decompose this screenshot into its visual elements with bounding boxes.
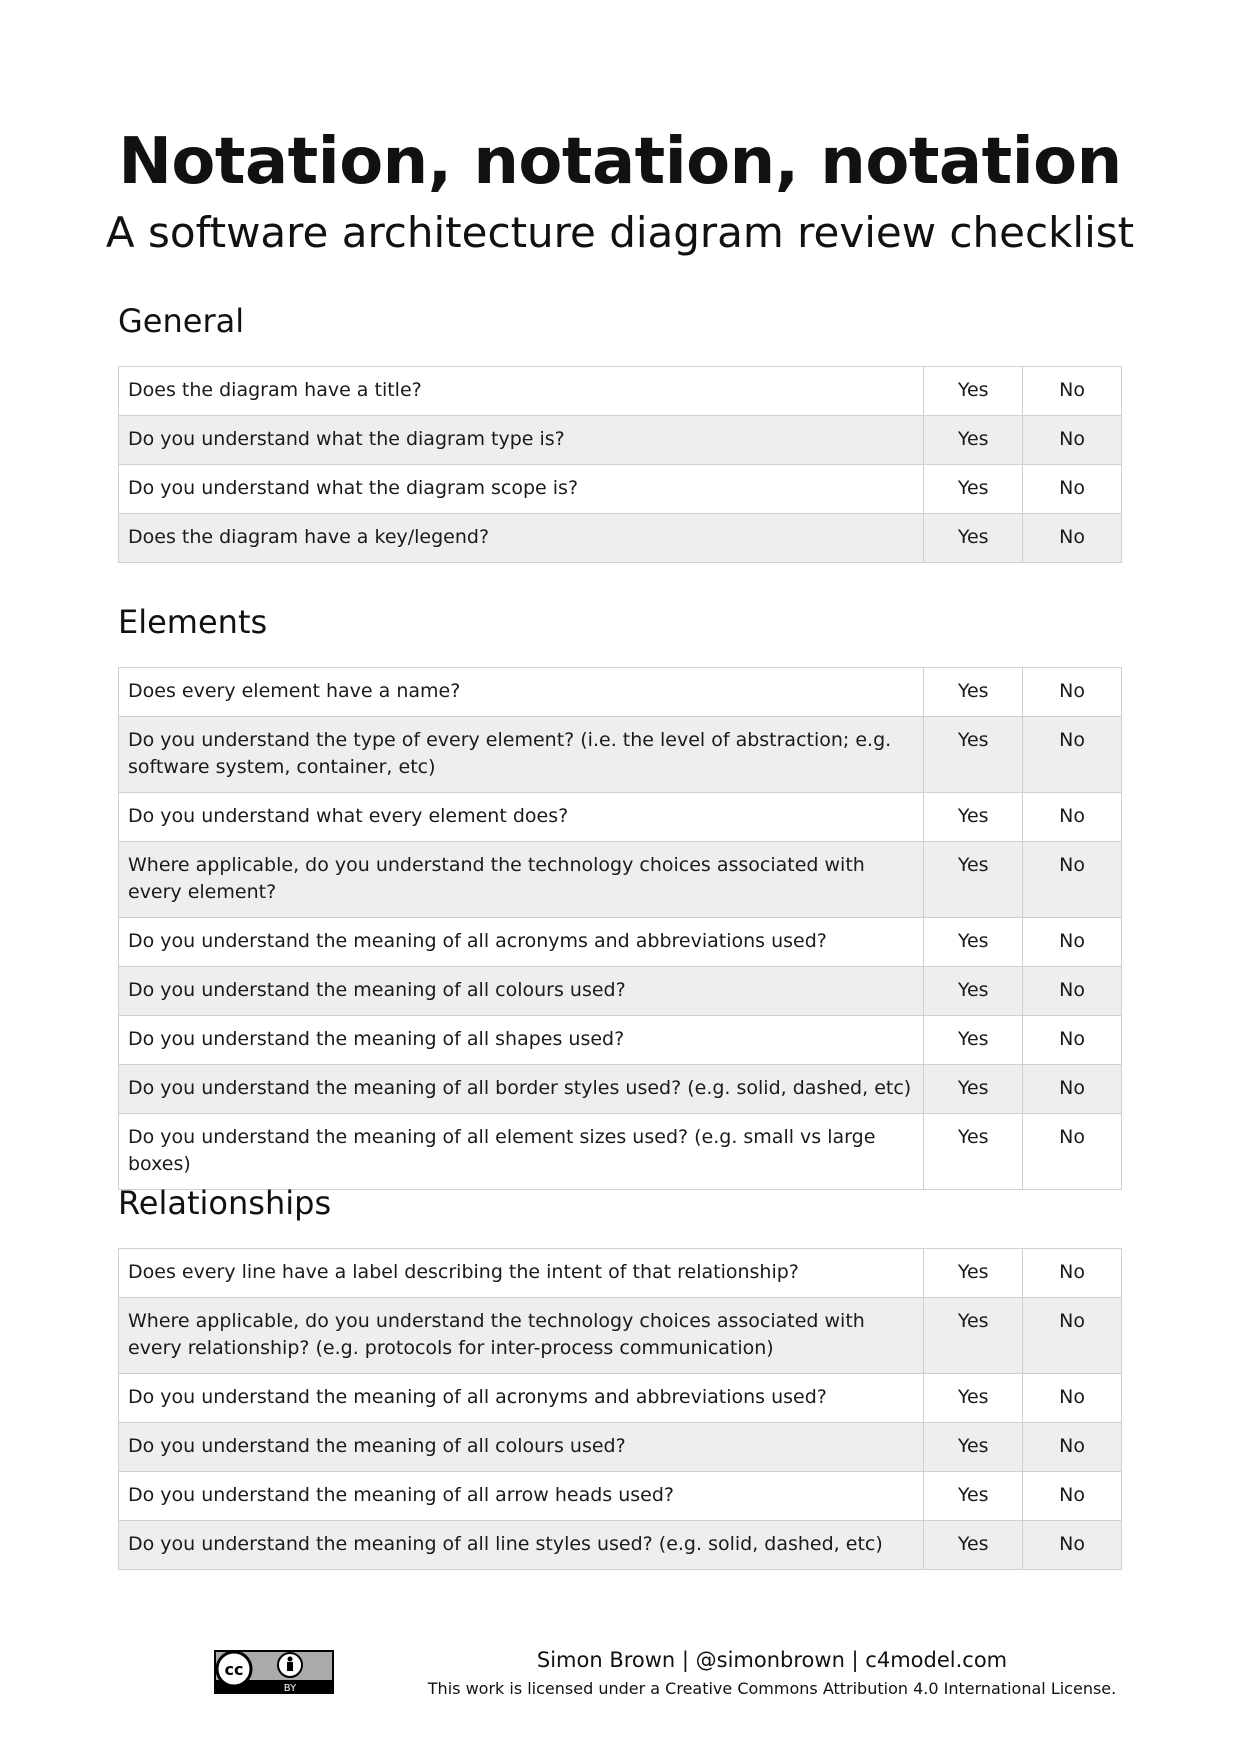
section-heading-elements: Elements [118, 603, 268, 641]
answer-yes: Yes [924, 967, 1023, 1016]
answer-yes: Yes [924, 367, 1023, 416]
checklist-row [119, 1016, 1122, 1065]
answer-yes: Yes [924, 1249, 1023, 1298]
checklist-row [119, 1423, 1122, 1472]
answer-no: No [1023, 416, 1122, 465]
answer-yes: Yes [924, 1374, 1023, 1423]
question-text: Where applicable, do you understand the technology choices associated with every element? [119, 842, 924, 918]
question-text: Do you understand the meaning of all colours used? [119, 967, 924, 1016]
answer-yes: Yes [924, 1423, 1023, 1472]
question-text: Do you understand the meaning of all line styles used? (e.g. solid, dashed, etc) [119, 1521, 924, 1570]
answer-no: No [1023, 668, 1122, 717]
checklist-row [119, 1298, 1122, 1374]
question-text: Do you understand the meaning of all shapes used? [119, 1016, 924, 1065]
question-text: Do you understand what every element does? [119, 793, 924, 842]
answer-yes: Yes [924, 1521, 1023, 1570]
question-text: Do you understand the meaning of all colours used? [119, 1423, 924, 1472]
answer-yes: Yes [924, 1016, 1023, 1065]
answer-yes: Yes [924, 1472, 1023, 1521]
answer-yes: Yes [924, 465, 1023, 514]
checklist-row [119, 918, 1122, 967]
answer-yes: Yes [924, 416, 1023, 465]
general-checklist-table [118, 366, 1122, 563]
checklist-row [119, 668, 1122, 717]
checklist-row [119, 842, 1122, 918]
question-text: Do you understand the meaning of all element sizes used? (e.g. small vs large boxes) [119, 1114, 924, 1190]
answer-no: No [1023, 514, 1122, 563]
question-text: Do you understand the meaning of all acronyms and abbreviations used? [119, 1374, 924, 1423]
checklist-row [119, 1065, 1122, 1114]
answer-no: No [1023, 1521, 1122, 1570]
page-title: Notation, notation, notation [118, 125, 1122, 199]
answer-no: No [1023, 1065, 1122, 1114]
question-text: Do you understand what the diagram type is? [119, 416, 924, 465]
answer-no: No [1023, 1249, 1122, 1298]
answer-no: No [1023, 967, 1122, 1016]
answer-yes: Yes [924, 1298, 1023, 1374]
answer-yes: Yes [924, 1065, 1023, 1114]
question-text: Where applicable, do you understand the technology choices associated with every relationship? (e.g. protocols for inter-process communication) [119, 1298, 924, 1374]
answer-no: No [1023, 918, 1122, 967]
answer-no: No [1023, 465, 1122, 514]
answer-no: No [1023, 842, 1122, 918]
answer-no: No [1023, 793, 1122, 842]
answer-yes: Yes [924, 918, 1023, 967]
question-text: Do you understand what the diagram scope is? [119, 465, 924, 514]
footer-license: This work is licensed under a Creative Commons Attribution 4.0 International License. [427, 1679, 1117, 1698]
answer-yes: Yes [924, 1114, 1023, 1190]
answer-yes: Yes [924, 793, 1023, 842]
answer-no: No [1023, 367, 1122, 416]
checklist-row [119, 465, 1122, 514]
checklist-row [119, 514, 1122, 563]
checklist-row [119, 1521, 1122, 1570]
answer-yes: Yes [924, 717, 1023, 793]
checklist-row [119, 1472, 1122, 1521]
section-heading-relationships: Relationships [118, 1184, 332, 1222]
answer-no: No [1023, 1114, 1122, 1190]
question-text: Do you understand the meaning of all acronyms and abbreviations used? [119, 918, 924, 967]
checklist-row [119, 416, 1122, 465]
question-text: Do you understand the type of every element? (i.e. the level of abstraction; e.g. software system, container, etc) [119, 717, 924, 793]
checklist-row [119, 717, 1122, 793]
checklist-row [119, 367, 1122, 416]
answer-yes: Yes [924, 668, 1023, 717]
question-text: Does every line have a label describing the intent of that relationship? [119, 1249, 924, 1298]
question-text: Do you understand the meaning of all arrow heads used? [119, 1472, 924, 1521]
question-text: Does the diagram have a key/legend? [119, 514, 924, 563]
checklist-row [119, 967, 1122, 1016]
answer-no: No [1023, 1472, 1122, 1521]
answer-no: No [1023, 1016, 1122, 1065]
checklist-row [119, 793, 1122, 842]
answer-no: No [1023, 1298, 1122, 1374]
by-text: BY [283, 1683, 297, 1694]
answer-no: No [1023, 1374, 1122, 1423]
answer-yes: Yes [924, 514, 1023, 563]
answer-yes: Yes [924, 842, 1023, 918]
checklist-row [119, 1374, 1122, 1423]
relationships-checklist-table [118, 1248, 1122, 1570]
question-text: Does every element have a name? [119, 668, 924, 717]
question-text: Do you understand the meaning of all border styles used? (e.g. solid, dashed, etc) [119, 1065, 924, 1114]
elements-checklist-table [118, 667, 1122, 1190]
checklist-row [119, 1249, 1122, 1298]
answer-no: No [1023, 1423, 1122, 1472]
cc-text: cc [224, 1660, 244, 1679]
answer-no: No [1023, 717, 1122, 793]
checklist-row [119, 1114, 1122, 1190]
section-heading-general: General [118, 302, 245, 340]
question-text: Does the diagram have a title? [119, 367, 924, 416]
page-subtitle: A software architecture diagram review checklist [105, 208, 1135, 257]
footer-credit: Simon Brown | @simonbrown | c4model.com [536, 1648, 1008, 1672]
